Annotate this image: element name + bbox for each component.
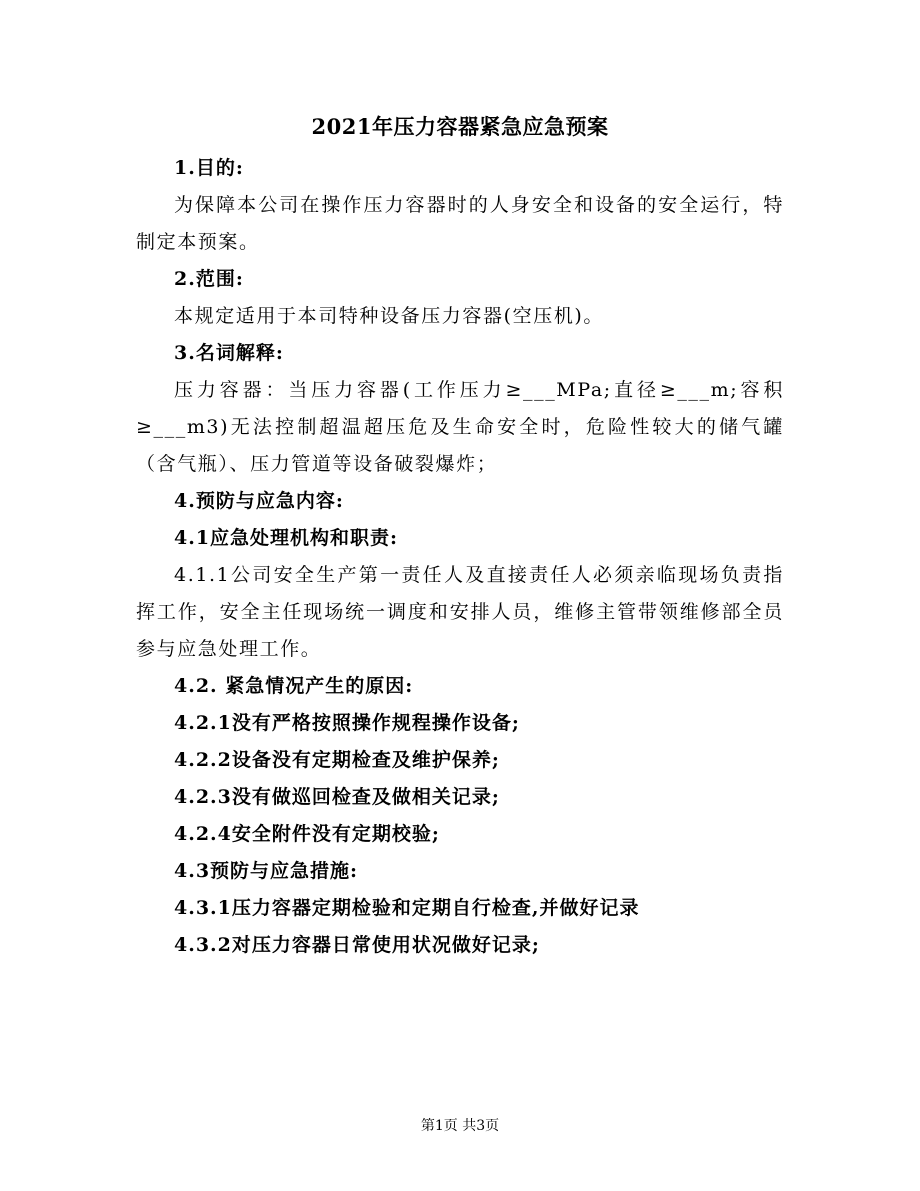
- subsection-heading-measures: 4.3预防与应急措施:: [174, 860, 359, 882]
- page-number-footer: 第1页 共3页: [420, 1118, 500, 1134]
- document-title: 2021年压力容器紧急应急预案: [311, 114, 609, 139]
- subsection-heading-organization: 4.1应急处理机构和职责:: [174, 527, 399, 549]
- paragraph-purpose: 为保障本公司在操作压力容器时的人身安全和设备的安全运行，特制定本预案。: [136, 194, 784, 253]
- paragraph-scope: 本规定适用于本司特种设备压力容器(空压机)。: [174, 305, 605, 327]
- list-item-cause-4: 4.2.4安全附件没有定期校验;: [174, 823, 440, 845]
- list-item-measure-1: 4.3.1压力容器定期检验和定期自行检查,并做好记录: [174, 897, 640, 919]
- section-heading-prevention: 4.预防与应急内容:: [174, 490, 344, 512]
- paragraph-organization: 4.1.1公司安全生产第一责任人及直接责任人必须亲临现场负责指挥工作，安全主任现场统一调度和安排人员，维修主管带领维修部全员参与应急处理工作。: [136, 564, 784, 660]
- section-heading-purpose: 1.目的:: [174, 157, 244, 179]
- section-heading-definitions: 3.名词解释:: [174, 342, 284, 364]
- subsection-heading-causes: 4.2. 紧急情况产生的原因:: [174, 675, 414, 697]
- paragraph-definitions: 压力容器：当压力容器(工作压力≥___MPa;直径≥___m;容积≥___m3)无法控制超温超压危及生命安全时，危险性较大的储气罐（含气瓶）、压力管道等设备破裂爆炸；: [136, 379, 784, 475]
- list-item-cause-3: 4.2.3没有做巡回检查及做相关记录;: [174, 786, 500, 808]
- document-body: [136, 150, 784, 964]
- list-item-cause-1: 4.2.1没有严格按照操作规程操作设备;: [174, 712, 520, 734]
- section-heading-scope: 2.范围:: [174, 268, 244, 290]
- list-item-cause-2: 4.2.2设备没有定期检查及维护保养;: [174, 749, 500, 771]
- list-item-measure-2: 4.3.2对压力容器日常使用状况做好记录;: [174, 934, 540, 956]
